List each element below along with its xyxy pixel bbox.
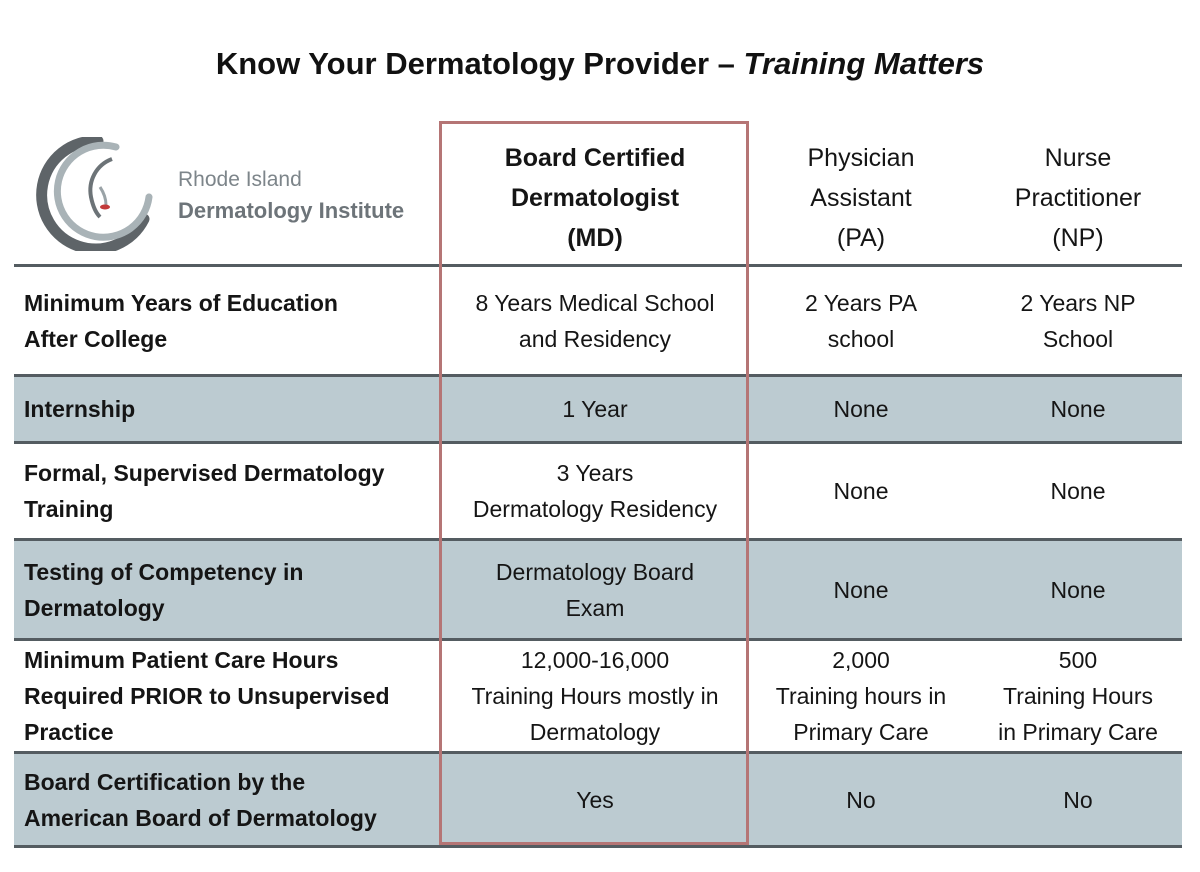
table-row xyxy=(14,267,1182,374)
cell-np: None xyxy=(1050,576,1106,603)
cell-np: 2 Years NP School xyxy=(1020,289,1136,352)
cell-pa: None xyxy=(833,576,889,603)
table-row xyxy=(14,377,1182,441)
row-label: Testing of Competency in Dermatology xyxy=(24,558,304,621)
row-label: Board Certification by the American Board of Dermatology xyxy=(24,769,377,831)
cell-np: None xyxy=(1050,478,1106,504)
cell-md: 8 Years Medical School and Residency xyxy=(475,289,715,352)
page-title xyxy=(0,46,1200,82)
column-header-np: Nurse Practitioner (NP) xyxy=(1014,144,1142,252)
logo-line-1: Rhode Island xyxy=(178,168,302,191)
row-label: Internship xyxy=(24,396,136,422)
cell-md: Yes xyxy=(576,787,614,813)
cell-md: 1 Year xyxy=(562,396,628,422)
column-header-pa: Physician Assistant (PA) xyxy=(807,144,915,252)
cell-pa: 2 Years PA school xyxy=(804,289,918,352)
row-label: Minimum Patient Care Hours Required PRIOR to Unsupervised Practice xyxy=(24,647,390,745)
title-italic: Training Matters xyxy=(743,46,985,81)
table-header-row xyxy=(14,130,1182,266)
cell-pa: No xyxy=(846,787,876,813)
row-label: Minimum Years of Education After College xyxy=(24,289,338,352)
table-row xyxy=(14,541,1182,638)
cell-pa: 2,000 Training hours in Primary Care xyxy=(775,647,947,745)
table-row xyxy=(14,641,1182,751)
column-header-md: Board Certified Dermatologist (MD) xyxy=(504,144,686,252)
cell-md: Dermatology Board Exam xyxy=(495,558,695,621)
table-row xyxy=(14,444,1182,538)
cell-np: 500 Training Hours in Primary Care xyxy=(998,647,1158,745)
table-row xyxy=(14,754,1182,846)
row-label: Formal, Supervised Dermatology Training xyxy=(24,460,385,522)
cell-md: 12,000-16,000 Training Hours mostly in Dermatology xyxy=(471,647,719,745)
cell-np: No xyxy=(1063,787,1093,813)
cell-np: None xyxy=(1050,396,1106,422)
cell-pa: None xyxy=(833,396,889,422)
cell-md: 3 Years Dermatology Residency xyxy=(472,460,718,522)
title-main: Know Your Dermatology Provider – xyxy=(215,46,744,81)
logo-line-2: Dermatology Institute xyxy=(178,198,405,223)
cell-pa: None xyxy=(833,478,889,504)
divider xyxy=(14,845,1182,848)
